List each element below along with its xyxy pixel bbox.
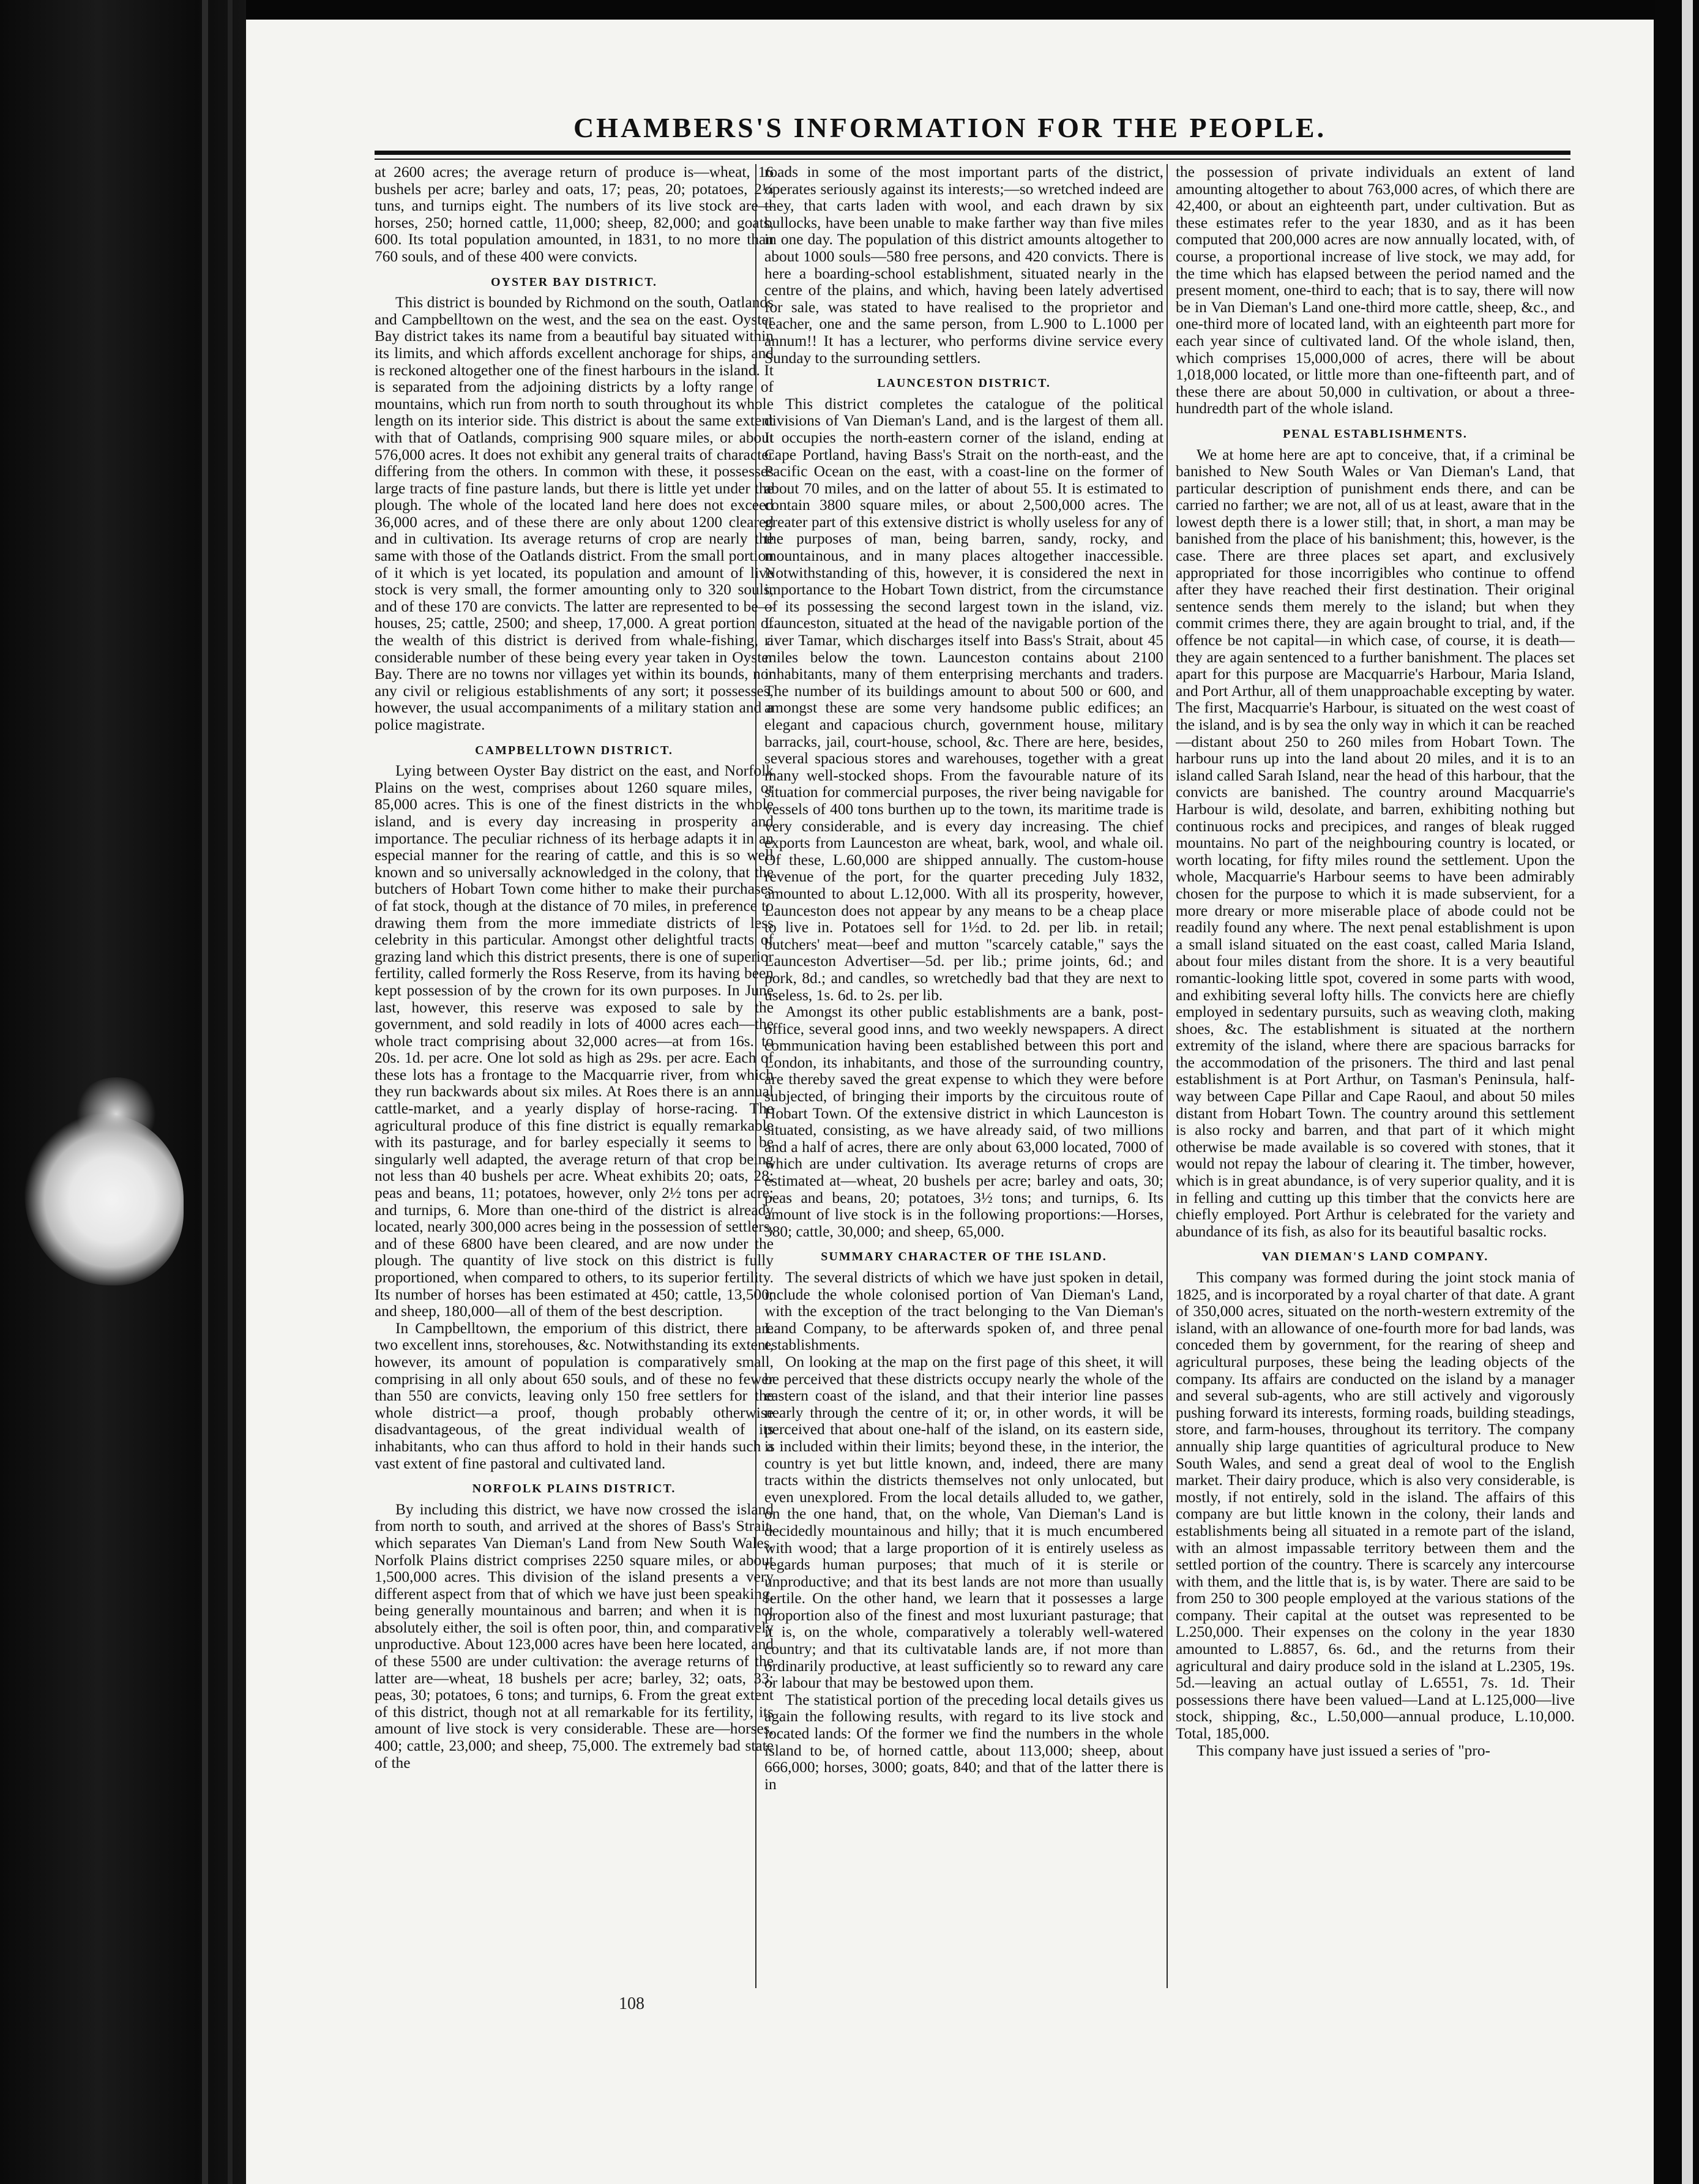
paragraph: The several districts of which we have just spoken in detail, include the whole colonised portion of Van Dieman's Land, with the exception of the tract belonging to the Van Dieman's Land Company, to be afterwards spoken of, and three penal establishments. — [764, 1269, 1163, 1354]
column-rule-right — [1167, 164, 1168, 1988]
section-heading-launceston: LAUNCESTON DISTRICT. — [877, 376, 1051, 391]
binding-edge — [202, 0, 208, 2184]
paragraph: On looking at the map on the first page of this sheet, it will be perceived that these districts occupy nearly the whole of the eastern coast of the island, and that their interior line passes nearly through the centre of it; or, in other words, it will be perceived that about one-half of the island, on its eastern side, is included within their limits; beyond these, in the interior, the country is yet but little known, and, indeed, there are many tracts within the districts themselves not only unlocated, but even unexplored. From the local details alluded to, we gather, on the one hand, that, on the whole, Van Dieman's Land is decidedly mountainous and hilly; that it is much encumbered with wood; that a large proportion of it is entirely useless as regards human purposes; that much of it is sterile or unproductive; and that its best lands are not more than usually fertile. On the other hand, we learn that it possesses a large proportion also of the finest and most luxuriant pasturage; that it is, on the whole, comparatively a tolerably well-watered country; and that its cultivatable lands are, if not more than ordinarily productive, at least sufficiently so to reward any care or labour that may be bestowed upon them. — [764, 1353, 1163, 1692]
paragraph: By including this district, we have now crossed the island from north to south, and arrived at the shores of Bass's Strait, which separates Van Dieman's Land from New South Wales. Norfolk Plains district comprises 2250 square miles, or about 1,500,000 acres. This division of the island presents a very different aspect from that of which we have just been speaking, being generally mountainous and barren; and when it is not absolutely either, the soil is often poor, thin, and comparatively unproductive. About 123,000 acres have been here located, and of these 5500 are under cultivation: the average returns of the latter are—wheat, 18 bushels per acre; barley, 32; oats, 33; peas, 30; potatoes, 6 tons; and turnips, 6. From the great extent of this district, though not at all remarkable for its fertility, its amount of live stock is very considerable. These are—horses, 400; cattle, 23,000; and sheep, 75,000. The extremely bad state of the — [375, 1500, 774, 1771]
paragraph: The statistical portion of the preceding local details gives us again the following results, with regard to its live stock and located lands: Of the former we find the numbers in the whole island to be, of horned cattle, about 113,000; sheep, about 666,000; horses, 3000; goats, 840; and that of the latter there is in — [764, 1691, 1163, 1793]
text-column-1 — [375, 164, 774, 1994]
page-number: 108 — [619, 1994, 644, 2013]
paragraph: Amongst its other public establishments are a bank, post-office, several good inns, and two weekly newspapers. A direct communication having been established between this port and London, its inhabitants, and those of the surrounding country, are thereby saved the great expense to which they were before subjected, of bringing their imports by the circuitous route of Hobart Town. Of the extensive district in which Launceston is situated, consisting, as we have already said, of two millions and a half of acres, there are only about 63,000 located, 7000 of which are under cultivation. Its average returns of crops are estimated at—wheat, 20 bushels per acre; barley and oats, 30; peas and beans, 20; potatoes, 3½ tons; and turnips, 6. Its amount of live stock is in the following proportions:—Horses, 380; cattle, 30,000; and sheep, 65,000. — [764, 1003, 1163, 1240]
text-column-2 — [764, 164, 1163, 1994]
next-page-edge — [1682, 0, 1693, 2184]
paragraph: at 2600 acres; the average return of produce is—wheat, 16 bushels per acre; barley and oats, 17; peas, 20; potatoes, 2¼ tuns, and turnips eight. The numbers of its live stock are—horses, 250; horned cattle, 11,000; sheep, 82,000; and goats, 600. Its total population amounted, in 1831, to no more than 760 souls, and of these 400 were convicts. — [375, 164, 774, 265]
paragraph: This district is bounded by Richmond on the south, Oatlands and Campbelltown on the west, and the sea on the east. Oyster Bay district takes its name from a beautiful bay situated within its limits, and which affords excellent anchorage for ships, and is reckoned altogether one of the finest harbours in the island. It is separated from the adjoining districts by a lofty range of mountains, which run from north to south throughout its whole length on its interior side. This district is about the same extent with that of Oatlands, comprising 900 square miles, or about 576,000 acres. It does not exhibit any general traits of character differing from the others. In common with these, it possesses large tracts of fine pasture lands, but there is little yet under the plough. The whole of the located land here does not exceed 36,000 acres, and of these there are only about 1200 cleared and in cultivation. Its average returns of crop are nearly the same with those of the Oatlands district. From the small portion of it which is yet located, its population and amount of live stock is very small, the former amounting only to 320 souls, and of these 170 are convicts. The latter are represented to be—houses, 25; cattle, 2500; and sheep, 17,000. A great portion of the wealth of this district is derived from whale-fishing, a considerable number of these being every year taken in Oyster Bay. There are no towns nor villages yet within its bounds, nor any civil or religious establishments of any sort; it possesses, however, the usual accompaniments of a military station and a police magistrate. — [375, 294, 774, 733]
paragraph: In Campbelltown, the emporium of this district, there are two excellent inns, storehouses, &c. Notwithstanding its extent, however, its amount of population is comparatively small, comprising in all only about 650 souls, and of these no fewer than 550 are convicts, leaving only 150 free settlers for the whole district—a proof, though probably otherwise disadvantageous, of the great individual wealth of its inhabitants, who can thus afford to hold in their hands such a vast extent of fine pastoral and cultivated land. — [375, 1319, 774, 1472]
paragraph: This company have just issued a series of "pro- — [1197, 1741, 1490, 1759]
paragraph: We at home here are apt to conceive, that, if a criminal be banished to New South Wales or Van Dieman's Land, that particular description of punishment ends there, and can be carried no farther; we are not, all of us at least, aware that in the lowest depth there is a lower still; that, in short, a man may be banished from the place of his banishment; this, however, is the case. There are three places set apart, and exclusively appropriated for those incorrigibles who continue to offend after they have reached their first destination. Their original sentence sends them merely to the island; but when they commit crimes there, they are again brought to trial, and, if the offence be not capital—in which case, of course, it is death—they are again sentenced to a further banishment. The places set apart for this purpose are Macquarrie's Harbour, Maria Island, and Port Arthur, all of them unapproachable excepting by water. The first, Macquarrie's Harbour, is situated on the west coast of the island, and is by sea the only way in which it can be reached—distant about 250 to 260 miles from Hobart Town. The harbour runs up into the land about 20 miles, and it is to an island called Sarah Island, near the head of this harbour, that the convicts are banished. The country around Macquarrie's Harbour is wild, desolate, and barren, exhibiting nothing but continuous rocks and precipices, and ranges of bleak rugged mountains. No part of the neighbouring country is located, or worth locating, for fifty miles round the settlement. Upon the whole, Macquarrie's Harbour seems to have been admirably chosen for the purpose to which it is made subservient, for a more dreary or more miserable place of abode could not be readily found any where. The next penal establishment is upon a small island situated on the east coast, called Maria Island, about four miles distant from the shore. It is a very beautiful romantic-looking little spot, covered in some parts with wood, and exhibiting several lofty hills. The convicts here are chiefly employed in sedentary pursuits, such as weaving cloth, making shoes, &c. The establishment is situated at the northern extremity of the island, where there are spacious barracks for the accommodation of the prisoners. The third and last penal establishment is at Port Arthur, on Tasman's Peninsula, half-way between Cape Pillar and Cape Raoul, and about 50 miles distant from Hobart Town. The country around this settlement is also rocky and barren, and that part of it which might otherwise be made available is so covered with stones, that it would not repay the labour of clearing it. The timber, however, which is in great abundance, is of very superior quality, and it is in felling and cutting up this timber that the convicts here are chiefly employed. Port Arthur is celebrated for the variety and abundance of its fish, as also for its beautiful basaltic rocks. — [1176, 446, 1575, 1240]
paragraph: Lying between Oyster Bay district on the east, and Norfolk Plains on the west, comprises about 1260 square miles, or 85,000 acres. This is one of the finest districts in the whole island, and is every day increasing in prosperity and importance. The peculiar richness of its herbage adapts it in an especial manner for the rearing of cattle, and this is so well known and so universally acknowledged in the colony, that the butchers of Hobart Town come hither to make their purchases of fat stock, though at the distance of 70 miles, in preference to drawing them from the more immediate districts of less celebrity in this particular. Amongst other delightful tracts of grazing land which this district presents, there is one of superior fertility, called formerly the Ross Reserve, from its having been kept possession of by the crown for its own purposes. In June last, however, this reserve was exposed to sale by the government, and sold readily in lots of 4000 acres each—the whole tract comprising about 32,000 acres—at from 16s. to 20s. 1d. per acre. One lot sold as high as 29s. per acre. Each of these lots has a frontage to the Macquarrie river, from which they run backwards about six miles. At Roes there is an annual cattle-market, and a yearly display of horse-racing. The agricultural produce of this fine district is equally remarkable with its pasturage, and for barley especially it seems to be singularly well adapted, the average return of that crop being not less than 40 bushels per acre. Wheat exhibits 20; oats, 28; peas and beans, 11; potatoes, however, only 2½ tons per acre; and turnips, 6. More than one-third of the district is already located, nearly 300,000 acres being in the possession of settlers, and of these 6800 have been cleared, and are now under the plough. The quantity of live stock on this district is fully proportioned, when compared to others, to its superior fertility. Its number of horses has been estimated at 450; cattle, 13,500; and sheep, 180,000—all of them of the best description. — [375, 762, 774, 1320]
running-head: CHAMBERS'S INFORMATION FOR THE PEOPLE. — [573, 112, 1327, 143]
section-heading-oyster-bay: OYSTER BAY DISTRICT. — [490, 275, 658, 289]
book-page — [246, 20, 1654, 2184]
header-rule-thin — [375, 159, 1570, 160]
section-heading-vdl-company: VAN DIEMAN'S LAND COMPANY. — [1261, 1250, 1489, 1264]
paragraph: This company was formed during the joint stock mania of 1825, and is incorporated by a royal charter of that date. A grant of 350,000 acres, situated on the north-western extremity of the island, with an allowance of one-fourth more for bad lands, was conceded them by government, for the rearing of sheep and agricultural purposes, these being the leading objects of the company. Its affairs are conducted on the island by a manager and several sub-agents, who are still actively and vigorously pushing forward its interests, forming roads, building steadings, store, and farm-houses, throughout its territory. The company annually ship large quantities of agricultural produce to New South Wales, and send a great deal of wool to the English market. Their dairy produce, which is also very considerable, is mostly, if not entirely, sold in the island. The affairs of this company are but little known in the colony, their lands and establishments being all situated in a remote part of the island, with an almost impassable territory between them and the settled portion of the country. There is scarcely any intercourse with them, and the little that is, is by water. There are said to be from 250 to 300 people employed at the various stations of the company. Their capital at the outset was represented to be L.250,000. Their expenses on the colony in the year 1830 amounted to L.8857, 6s. 6d., and the returns from their agricultural and dairy produce sold in the island at L.2305, 19s. 5d.—leaving an actual outlay of L.6551, 7s. 1d. Their possessions there have been valued—Land at L.125,000—live stock, shipping, &c., L.50,000—annual produce, L.10,000. Total, 185,000. — [1176, 1269, 1575, 1743]
section-heading-penal: PENAL ESTABLISHMENTS. — [1283, 427, 1468, 441]
paragraph: This district completes the catalogue of the political divisions of Van Dieman's Land, and is the largest of them all. It occupies the north-eastern corner of the island, ending at Cape Portland, having Bass's Strait on the north-east, and the Pacific Ocean on the east, with a coast-line on the former of about 70 miles, and on the latter of about 55. It is estimated to contain 3800 square miles, or about 2,500,000 acres. The greater part of this extensive district is wholly useless for any of the purposes of man, being barren, sandy, rocky, and mountainous, and in many places altogether inaccessible. Notwithstanding of this, however, it is considered the next in importance to the Hobart Town district, from the circumstance of its possessing the second largest town in the island, viz. Launceston, situated at the head of the navigable portion of the river Tamar, which discharges itself into Bass's Strait, about 45 miles below the town. Launceston contains about 2100 inhabitants, many of them enterprising merchants and traders. The number of its buildings amount to about 500 or 600, and amongst these are some very handsome public edifices; an elegant and capacious church, government house, military barracks, jail, court-house, school, &c. There are here, besides, several spacious stores and warehouses, together with a great many well-stocked shops. From the favourable nature of its situation for commercial purposes, the river being navigable for vessels of 400 tons burthen up to the town, its maritime trade is very considerable, and is every day increasing. The chief exports from Launceston are wheat, bark, wool, and whale oil. Of these, L.60,000 are shipped annually. The custom-house revenue of the port, for the quarter preceding July 1832, amounted to about L.12,000. With all its prosperity, however, Launceston does not appear by any means to be a cheap place to live in. Potatoes sell for 1½d. to 2d. per lib. in retail; butchers' meat—beef and mutton "scarcely catable," says the Launceston Advertiser—5d. per lib.; prime joints, 6d.; and pork, 8d.; and candles, so wretchedly bad that they are next to useless, 1s. 6d. to 2s. per lib. — [764, 395, 1163, 1004]
section-heading-norfolk-plains: NORFOLK PLAINS DISTRICT. — [472, 1482, 676, 1496]
header-rule-thick — [375, 151, 1570, 155]
paragraph: the possession of private individuals an extent of land amounting altogether to about 763,000 acres, of which there are 42,400, or about an eighteenth part, under cultivation. But as these estimates refer to the year 1830, and as it has been computed that 200,000 acres are now annually located, with, of course, a proportional increase of live stock, we may add, for the time which has elapsed between the period named and the present moment, one-third to each; that is to say, there will now be in Van Dieman's Land one-third more cattle, sheep, &c., and one-third more of located land, with an eighteenth part more for each year since of cultivated land. Of the whole island, then, which comprises 15,000,000 of acres, there will be about 1,018,000 located, or little more than one-fifteenth part, and of these there are about 50,000 in cultivation, or about a three-hundredth part of the whole island. — [1176, 164, 1575, 417]
text-column-3 — [1176, 164, 1575, 1994]
binding-edge-inner — [228, 0, 233, 2184]
paragraph: roads in some of the most important parts of the district, operates seriously against its interests;—so wretched indeed are they, that carts laden with wool, and each drawn by six bullocks, have been unable to make farther way than five miles in one day. The population of this district amounts altogether to about 1000 souls—580 free persons, and 420 convicts. There is here a boarding-school establishment, situated nearly in the centre of the plains, and which, having been lately advertised for sale, was stated to have realised to the proprietor and teacher, one and the same person, from L.900 to L.1000 per annum!! It has a lecturer, who performs divine service every Sunday to the surrounding settlers. — [764, 164, 1163, 367]
section-heading-campbelltown: CAMPBELLTOWN DISTRICT. — [475, 743, 673, 757]
section-heading-summary: SUMMARY CHARACTER OF THE ISLAND. — [821, 1250, 1107, 1264]
